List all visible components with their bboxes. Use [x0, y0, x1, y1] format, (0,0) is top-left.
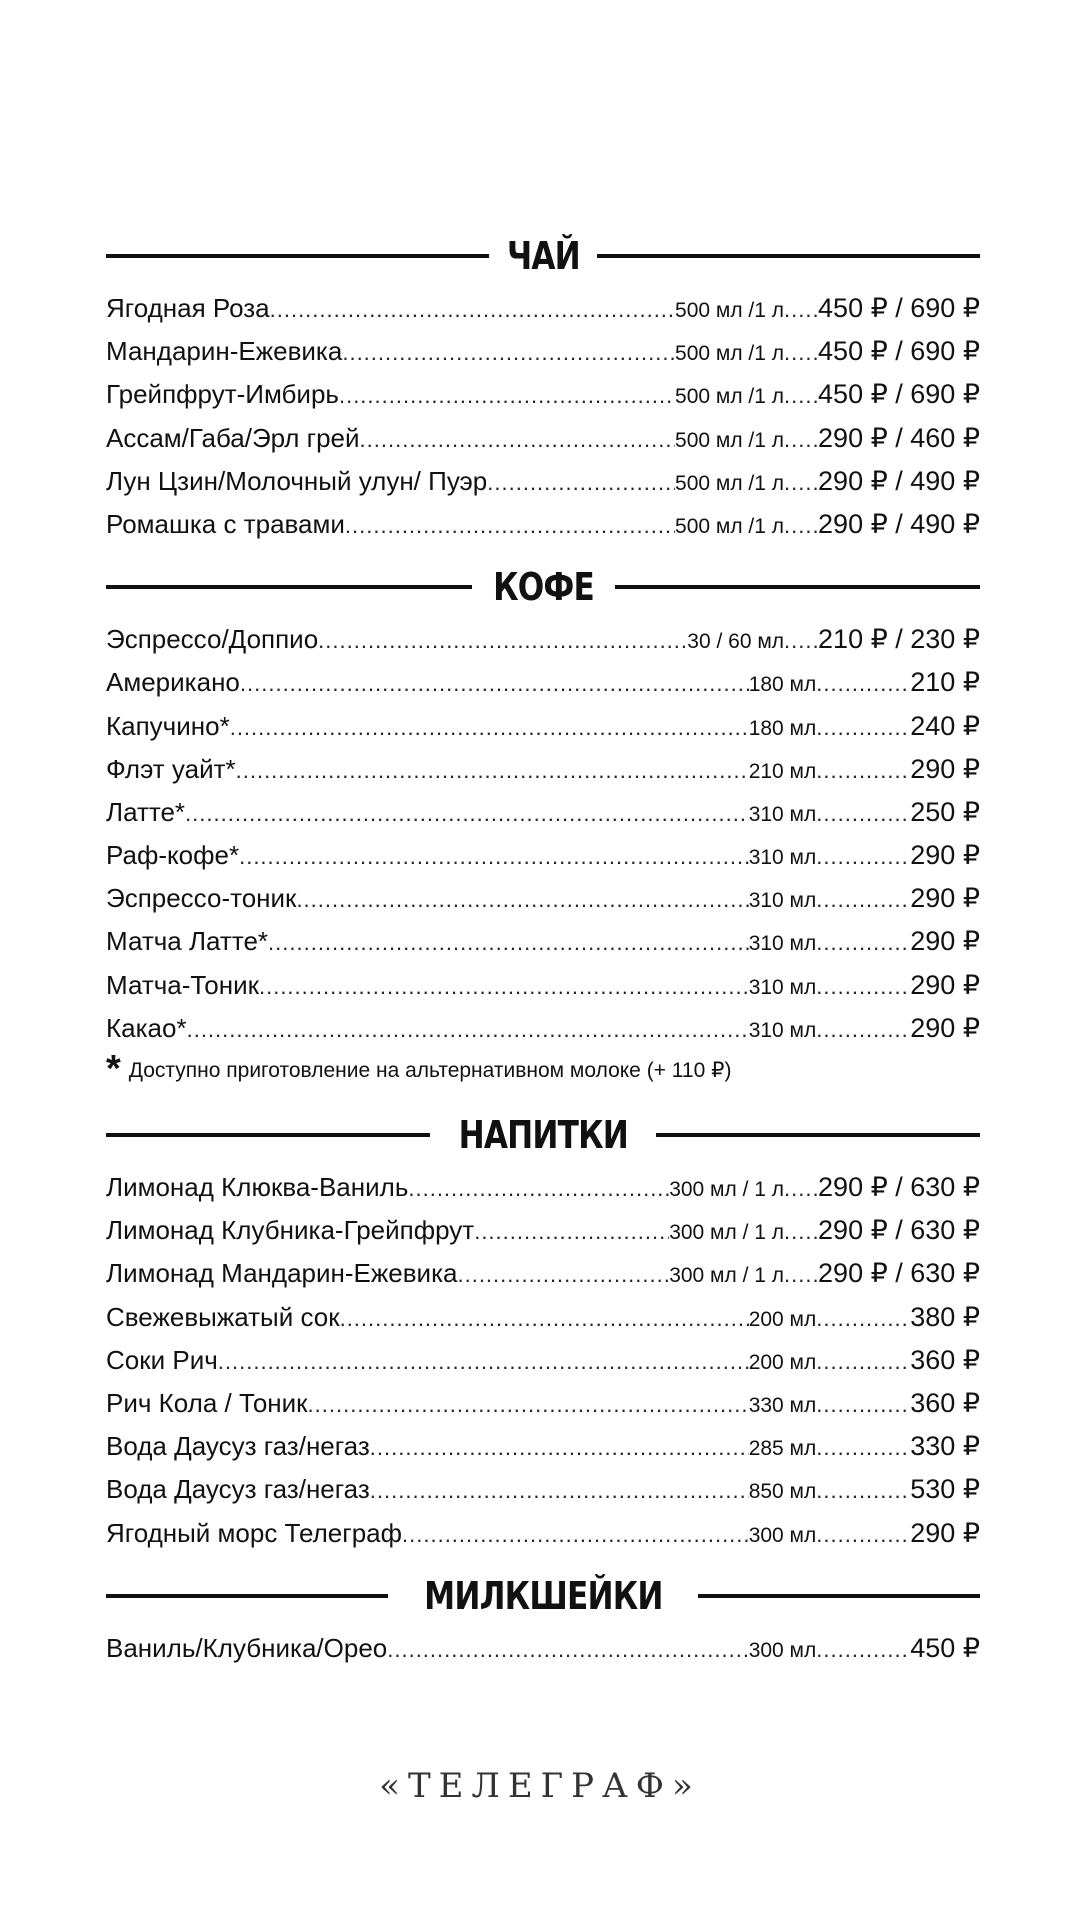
item-volume: 300 мл [748, 1638, 817, 1662]
item-price: 290 ₽ [910, 883, 980, 914]
menu-item [106, 877, 980, 920]
menu-item [106, 287, 980, 330]
dot-leader [816, 662, 910, 705]
dot-leader [816, 1340, 910, 1383]
dot-leader [784, 461, 818, 504]
menu-item [106, 1468, 980, 1511]
item-volume: 500 мл /1 л [675, 514, 785, 538]
item-price: 290 ₽ [910, 969, 980, 1000]
menu-item [106, 417, 980, 460]
section-header [106, 1104, 980, 1166]
section-title: КОФЕ [492, 565, 594, 610]
menu-item [106, 1382, 980, 1425]
menu-item [106, 330, 980, 373]
divider-line [656, 1133, 980, 1137]
footnote-text: Доступно приготовление на альтернативном молоке (+ 110 ₽) [128, 1059, 732, 1082]
item-volume: 30 / 60 мл [687, 630, 785, 654]
menu-item [106, 1007, 980, 1050]
item-volume: 300 мл / 1 л [669, 1178, 785, 1201]
dot-leader [816, 835, 910, 878]
item-volume: 210 мл [748, 759, 817, 783]
item-name: Ваниль/Клубника/Орео [106, 1632, 388, 1663]
item-volume: 310 мл [748, 802, 817, 826]
menu-item [106, 1166, 980, 1209]
item-volume: 330 мл [748, 1393, 817, 1417]
item-price: 290 ₽ / 490 ₽ [818, 465, 980, 496]
menu-item [106, 1209, 980, 1252]
menu-item [106, 373, 980, 416]
dot-leader [816, 1628, 910, 1671]
menu-item [106, 1339, 980, 1382]
item-name: Матча-Тоник [106, 969, 259, 1000]
item-volume: 500 мл /1 л [675, 342, 785, 366]
item-volume: 310 мл [748, 975, 817, 999]
item-name: Рич Кола / Тоник [106, 1387, 308, 1418]
item-name: Лун Цзин/Молочный улун/ Пуэр [106, 465, 488, 496]
item-name: Вода Даусуз газ/негаз [106, 1431, 370, 1462]
item-name: Эспрессо/Доппио [106, 624, 319, 655]
menu-item [106, 661, 980, 704]
dot-leader [270, 288, 675, 331]
item-price: 290 ₽ [910, 840, 980, 871]
dot-leader [784, 504, 818, 547]
dot-leader [308, 1383, 749, 1426]
item-price: 450 ₽ / 690 ₽ [818, 379, 980, 410]
item-price: 240 ₽ [910, 710, 980, 741]
dot-leader [387, 1628, 748, 1671]
item-price: 210 ₽ [910, 667, 980, 698]
item-volume: 200 мл [748, 1307, 817, 1331]
menu-item [106, 791, 980, 834]
section-title: МИЛКШЕЙКИ [423, 1573, 663, 1618]
item-volume: 180 мл [748, 716, 817, 740]
menu-item [106, 1296, 980, 1339]
dot-leader [342, 331, 675, 374]
item-name: Матча Латте* [106, 926, 269, 957]
item-volume: 310 мл [748, 889, 817, 913]
spacer [106, 546, 980, 556]
item-name: Эспрессо-тоник [106, 883, 297, 914]
item-price: 290 ₽ / 630 ₽ [818, 1172, 980, 1202]
item-name: Латте* [106, 796, 186, 827]
dot-leader [816, 1297, 910, 1340]
dot-leader [816, 749, 910, 792]
dot-leader [259, 965, 749, 1008]
item-name: Вода Даусуз газ/негаз [106, 1474, 370, 1505]
menu-item [106, 460, 980, 503]
dot-leader [816, 792, 910, 835]
menu-item [106, 1252, 980, 1295]
section-header [106, 1565, 980, 1627]
item-volume: 285 мл [748, 1437, 817, 1461]
item-name: Соки Рич [106, 1344, 218, 1375]
dot-leader [487, 461, 675, 504]
dot-leader [784, 288, 818, 331]
item-volume: 300 мл / 1 л [669, 1264, 785, 1288]
divider-line [106, 254, 489, 258]
item-name: Капучино* [106, 710, 230, 741]
divider-line [106, 1133, 430, 1137]
item-name: Лимонад Клюква-Ваниль [106, 1172, 409, 1202]
dot-leader [816, 878, 910, 921]
section-header [106, 225, 980, 287]
item-name: Ягодный морс Телеграф [106, 1517, 403, 1548]
dot-leader [240, 662, 749, 705]
dot-leader [457, 1253, 669, 1296]
item-volume: 850 мл [748, 1480, 817, 1504]
item-price: 380 ₽ [910, 1301, 980, 1332]
dot-leader [318, 619, 687, 662]
item-price: 330 ₽ [910, 1431, 980, 1462]
menu-item [106, 748, 980, 791]
dot-leader [187, 1008, 749, 1051]
dot-leader [784, 1253, 818, 1296]
item-name: Свежевыжатый сок [106, 1301, 340, 1332]
dot-leader [784, 619, 818, 662]
section-title: ЧАЙ [506, 234, 580, 278]
item-price: 530 ₽ [910, 1474, 980, 1505]
menu-item [106, 834, 980, 877]
dot-leader [408, 1167, 669, 1210]
item-price: 290 ₽ [910, 1012, 980, 1043]
dot-leader [784, 331, 818, 374]
dot-leader [816, 1008, 910, 1051]
dot-leader [296, 878, 748, 921]
menu-item [106, 705, 980, 748]
dot-leader [230, 706, 749, 749]
item-volume: 500 мл /1 л [675, 299, 785, 322]
dot-leader [345, 504, 675, 547]
dot-leader [784, 374, 818, 417]
menu-item [106, 1627, 980, 1670]
divider-line [106, 1594, 388, 1598]
brand-logo: «ТЕЛЕГРАФ» [379, 1766, 701, 1806]
item-volume: 300 мл / 1 л [669, 1221, 785, 1245]
item-price: 360 ₽ [910, 1387, 980, 1418]
dot-leader [816, 1426, 910, 1469]
divider-line [106, 585, 472, 589]
item-price: 290 ₽ [910, 926, 980, 957]
item-price: 450 ₽ / 690 ₽ [818, 293, 980, 323]
item-name: Раф-кофе* [106, 840, 240, 871]
divider-line [615, 585, 981, 589]
menu-item [106, 964, 980, 1007]
item-volume: 300 мл [748, 1523, 817, 1547]
item-price: 290 ₽ / 630 ₽ [818, 1215, 980, 1246]
section-header [106, 556, 980, 618]
dot-leader [268, 921, 749, 964]
item-name: Лимонад Мандарин-Ежевика [106, 1258, 458, 1289]
menu-list [106, 225, 980, 1670]
item-price: 290 ₽ / 630 ₽ [818, 1258, 980, 1289]
dot-leader [784, 1210, 818, 1253]
item-name: Ассам/Габа/Эрл грей [106, 422, 360, 453]
divider-line [698, 1594, 980, 1598]
dot-leader [360, 418, 675, 461]
item-volume: 500 мл /1 л [675, 385, 785, 409]
dot-leader [218, 1340, 749, 1383]
dot-leader [816, 706, 910, 749]
item-price: 290 ₽ [910, 1517, 980, 1548]
dot-leader [370, 1426, 749, 1469]
dot-leader [370, 1469, 749, 1512]
dot-leader [236, 749, 749, 792]
dot-leader [816, 965, 910, 1008]
item-price: 450 ₽ / 690 ₽ [818, 336, 980, 367]
item-price: 450 ₽ [910, 1632, 980, 1663]
item-price: 290 ₽ / 490 ₽ [818, 508, 980, 539]
dot-leader [185, 792, 749, 835]
dot-leader [339, 374, 675, 417]
item-price: 210 ₽ / 230 ₽ [818, 624, 980, 655]
dot-leader [816, 1383, 910, 1426]
dot-leader [816, 921, 910, 964]
item-price: 290 ₽ / 460 ₽ [818, 422, 980, 453]
item-volume: 500 мл /1 л [675, 428, 785, 452]
item-volume: 200 мл [748, 1350, 817, 1374]
menu-item [106, 618, 980, 661]
item-volume: 310 мл [748, 846, 817, 870]
divider-line [597, 254, 980, 258]
footnote [106, 1048, 980, 1104]
item-volume: 310 мл [748, 932, 817, 956]
item-price: 250 ₽ [910, 796, 980, 827]
item-volume: 500 мл /1 л [675, 471, 785, 495]
menu-item [106, 1512, 980, 1555]
menu-item [106, 920, 980, 963]
dot-leader [474, 1210, 669, 1253]
dot-leader [239, 835, 749, 878]
dot-leader [784, 418, 818, 461]
item-name: Флэт уайт* [106, 753, 236, 784]
item-name: Ягодная Роза [106, 293, 270, 323]
dot-leader [340, 1297, 749, 1340]
item-name: Какао* [106, 1012, 187, 1043]
item-name: Лимонад Клубника-Грейпфрут [106, 1215, 475, 1246]
item-name: Американо [106, 667, 240, 698]
item-name: Ромашка с травами [106, 508, 345, 539]
dot-leader [784, 1167, 818, 1210]
item-volume: 180 мл [748, 673, 817, 697]
item-price: 360 ₽ [910, 1344, 980, 1375]
item-price: 290 ₽ [910, 753, 980, 784]
section-title: НАПИТКИ [458, 1113, 628, 1157]
asterisk-icon: * [106, 1048, 121, 1090]
menu-item [106, 1425, 980, 1468]
item-name: Грейпфрут-Имбирь [106, 379, 339, 410]
dot-leader [402, 1513, 749, 1556]
spacer [106, 1555, 980, 1565]
dot-leader [816, 1469, 910, 1512]
item-name: Мандарин-Ежевика [106, 336, 343, 367]
item-volume: 310 мл [748, 1018, 817, 1042]
dot-leader [816, 1513, 910, 1556]
menu-item [106, 503, 980, 546]
